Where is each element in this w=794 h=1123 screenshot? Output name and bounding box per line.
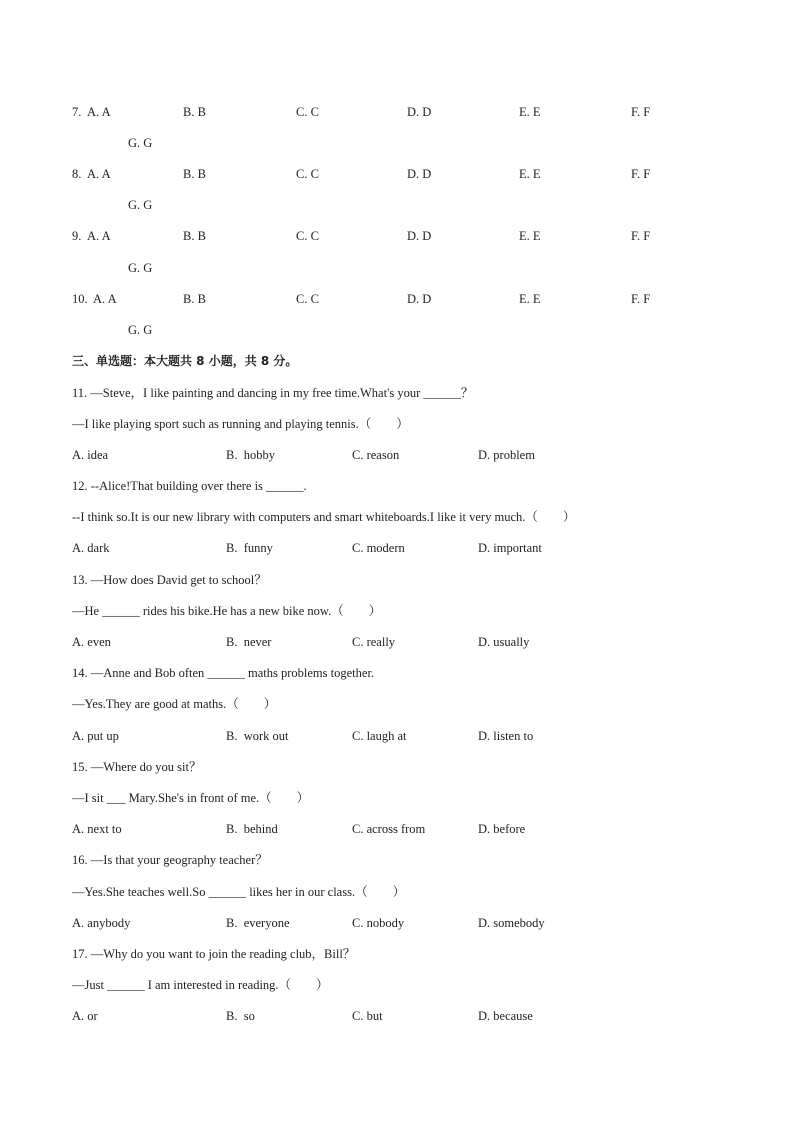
option-c: C. reason — [352, 448, 400, 462]
option-b: B. B — [183, 105, 206, 119]
question-stem: 15. —Where do you sit？ — [72, 760, 202, 774]
option-e: E. E — [519, 105, 541, 119]
option-a: A. A — [87, 167, 111, 181]
option-a: A. A — [87, 105, 111, 119]
question-response: —I like playing sport such as running and playing tennis.（ ） — [72, 417, 409, 431]
option-b: B. never — [226, 635, 272, 649]
matching-number: 9. — [72, 229, 82, 243]
option-c: C. C — [296, 229, 319, 243]
matching-row-8 — [72, 166, 712, 182]
option-b: B. so — [226, 1009, 255, 1023]
option-f: F. F — [631, 167, 651, 181]
matching-number: 10. — [72, 292, 88, 306]
question-options — [72, 821, 712, 837]
question-response: —Just ______ I am interested in reading.（ ） — [72, 978, 329, 992]
question-response: —He ______ rides his bike.He has a new bike now.（ ） — [72, 604, 382, 618]
question-stem: 16. —Is that your geography teacher？ — [72, 853, 268, 867]
option-b: B. everyone — [226, 916, 290, 930]
option-c: C. modern — [352, 541, 405, 555]
option-c: C. nobody — [352, 916, 405, 930]
question-stem: 12. --Alice!That building over there is ______. — [72, 479, 307, 493]
question-stem: 17. —Why do you want to join the reading club，Bill？ — [72, 947, 356, 961]
option-a: A. next to — [72, 822, 122, 836]
option-b: B. hobby — [226, 448, 275, 462]
option-e: E. E — [519, 167, 541, 181]
question-stem: 13. —How does David get to school？ — [72, 573, 267, 587]
option-d: D. D — [407, 167, 432, 181]
option-c: C. really — [352, 635, 396, 649]
option-a: A. anybody — [72, 916, 131, 930]
option-g: G. G — [128, 136, 153, 150]
question-options — [72, 915, 712, 931]
matching-row-9 — [72, 228, 712, 244]
option-e: E. E — [519, 229, 541, 243]
question-stem: 11. —Steve，I like painting and dancing in my free time.What's your ______？ — [72, 386, 474, 400]
option-g: G. G — [128, 198, 153, 212]
option-d: D. before — [478, 822, 526, 836]
option-f: F. F — [631, 105, 651, 119]
option-a: A. A — [93, 292, 117, 306]
option-c: C. laugh at — [352, 729, 407, 743]
option-c: C. but — [352, 1009, 383, 1023]
option-c: C. C — [296, 167, 319, 181]
option-b: B. work out — [226, 729, 289, 743]
option-c: C. C — [296, 292, 319, 306]
question-options — [72, 447, 712, 463]
question-response: —Yes.She teaches well.So ______ likes her in our class.（ ） — [72, 885, 406, 899]
question-options — [72, 728, 712, 744]
question-options — [72, 1008, 712, 1024]
option-c: C. across from — [352, 822, 426, 836]
option-d: D. somebody — [478, 916, 545, 930]
option-a: A. A — [87, 229, 111, 243]
option-b: B. behind — [226, 822, 278, 836]
section-title: 三、单选题：本大题共 8 小题，共 8 分。 — [72, 354, 298, 368]
option-f: F. F — [631, 292, 651, 306]
matching-number: 8. — [72, 167, 82, 181]
question-response: --I think so.It is our new library with computers and smart whiteboards.I like it very much.（ ） — [72, 510, 576, 524]
option-d: D. problem — [478, 448, 535, 462]
matching-row-10 — [72, 291, 712, 307]
option-b: B. B — [183, 167, 206, 181]
option-a: A. dark — [72, 541, 110, 555]
option-d: D. D — [407, 292, 432, 306]
option-a: A. or — [72, 1009, 98, 1023]
question-response: —Yes.They are good at maths.（ ） — [72, 697, 277, 711]
option-f: F. F — [631, 229, 651, 243]
option-b: B. B — [183, 292, 206, 306]
option-a: A. idea — [72, 448, 109, 462]
option-d: D. because — [478, 1009, 533, 1023]
option-g: G. G — [128, 323, 153, 337]
option-d: D. listen to — [478, 729, 534, 743]
question-stem: 14. —Anne and Bob often ______ maths problems together. — [72, 666, 375, 680]
option-c: C. C — [296, 105, 319, 119]
option-b: B. B — [183, 229, 206, 243]
option-d: D. D — [407, 105, 432, 119]
option-a: A. put up — [72, 729, 119, 743]
option-e: E. E — [519, 292, 541, 306]
option-d: D. important — [478, 541, 542, 555]
question-options — [72, 634, 712, 650]
matching-number: 7. — [72, 105, 82, 119]
question-options — [72, 540, 712, 556]
option-d: D. usually — [478, 635, 530, 649]
matching-row-7 — [72, 104, 712, 120]
question-response: —I sit ___ Mary.She's in front of me.（ ） — [72, 791, 310, 805]
option-a: A. even — [72, 635, 111, 649]
option-d: D. D — [407, 229, 432, 243]
option-g: G. G — [128, 261, 153, 275]
option-b: B. funny — [226, 541, 273, 555]
